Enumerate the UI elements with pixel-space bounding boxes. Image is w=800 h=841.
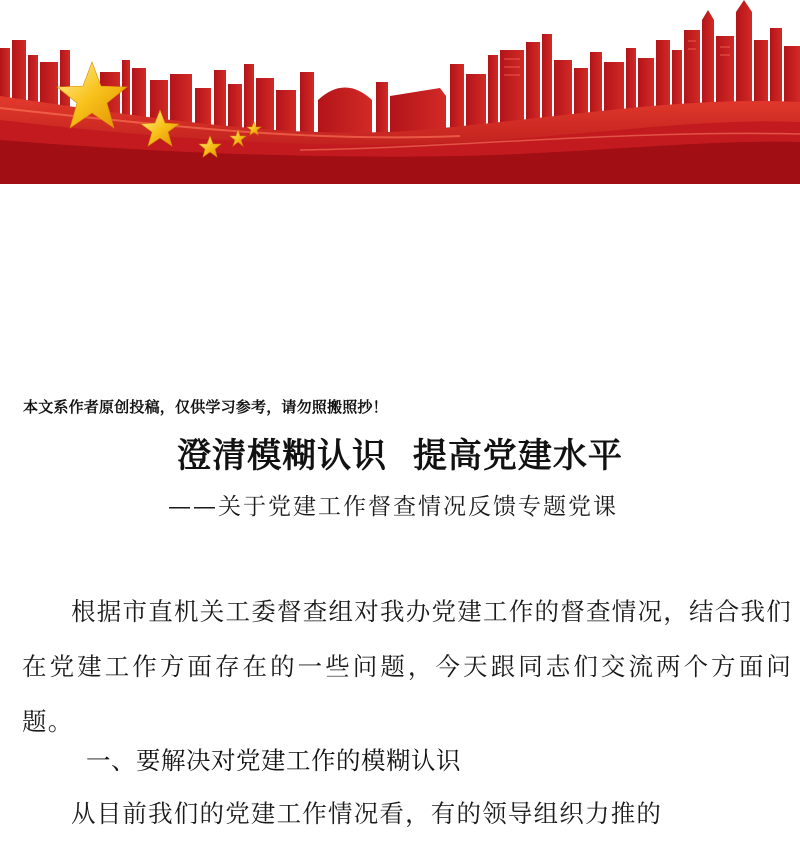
- body-paragraph: 根据市直机关工委督查组对我办党建工作的督查情况，结合我们在党建工作方面存在的一些问题，今天跟同志们交流两个方面问题。: [22, 597, 792, 736]
- header-banner: [0, 0, 800, 184]
- page-title: 澄清模糊认识 提高党建水平: [177, 436, 623, 476]
- body-paragraph-continuation: 从目前我们的党建工作情况看，有的领导组织力推的: [71, 799, 663, 828]
- copyright-notice: 本文系作者原创投稿，仅供学习参考，请勿照搬照抄！: [23, 398, 388, 416]
- section-heading: 一、要解决对党建工作的模糊认识: [86, 746, 461, 775]
- page-subtitle: ——关于党建工作督查情况反馈专题党课: [168, 494, 618, 520]
